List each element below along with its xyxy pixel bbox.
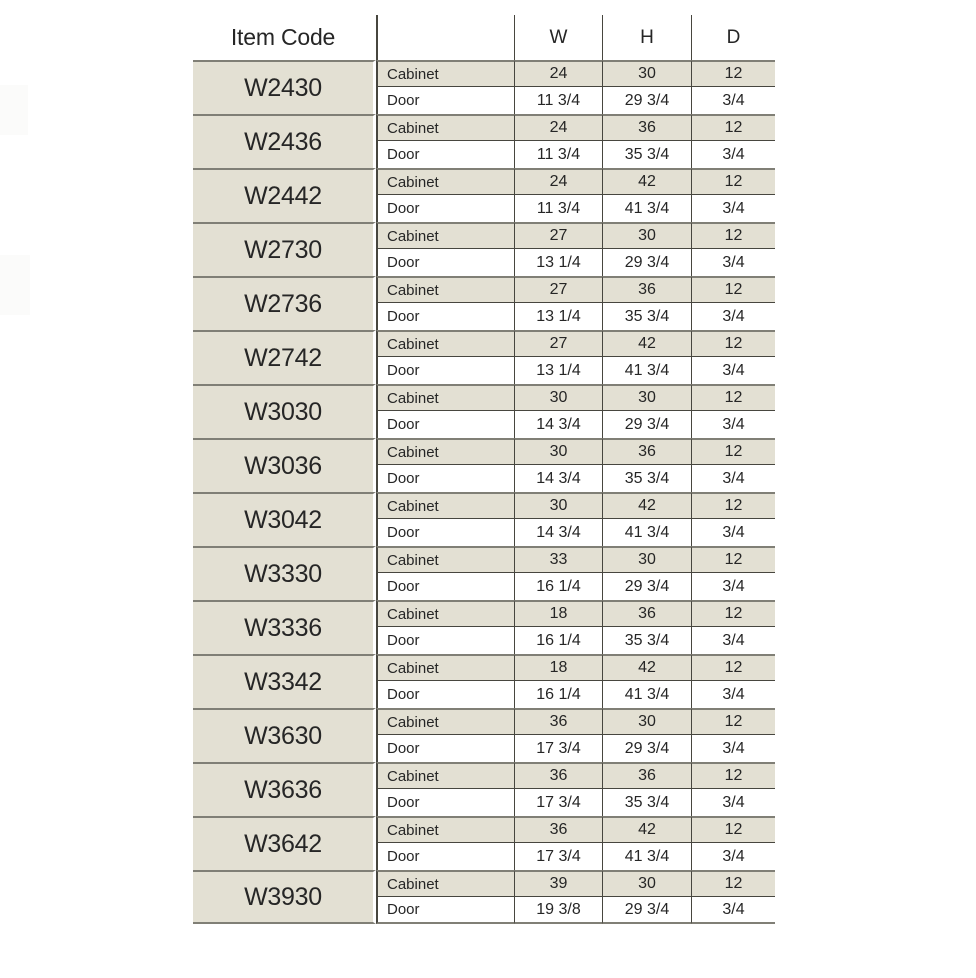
dimension-value: 29 3/4 xyxy=(602,411,691,438)
dimension-value: 12 xyxy=(691,114,775,141)
dimension-value: 27 xyxy=(514,276,602,303)
dimension-value: 3/4 xyxy=(691,735,775,762)
dimension-value: 36 xyxy=(602,276,691,303)
dimension-value: 35 3/4 xyxy=(602,141,691,168)
dimension-value: 24 xyxy=(514,168,602,195)
row-type-label: Cabinet xyxy=(376,492,514,519)
dimension-value: 12 xyxy=(691,708,775,735)
dimension-value: 3/4 xyxy=(691,519,775,546)
cabinet-row xyxy=(193,276,775,303)
row-type-label: Cabinet xyxy=(376,438,514,465)
dimension-value: 3/4 xyxy=(691,411,775,438)
dimension-value: 14 3/4 xyxy=(514,411,602,438)
dimension-value: 30 xyxy=(514,384,602,411)
row-type-label: Cabinet xyxy=(376,870,514,897)
dimension-value: 24 xyxy=(514,60,602,87)
header-height: H xyxy=(602,15,691,60)
dimension-value: 12 xyxy=(691,168,775,195)
dimension-value: 16 1/4 xyxy=(514,627,602,654)
dimension-value: 3/4 xyxy=(691,465,775,492)
item-code-cell: W2742 xyxy=(193,330,376,384)
row-type-label: Cabinet xyxy=(376,600,514,627)
cabinet-row xyxy=(193,438,775,465)
cabinet-row xyxy=(193,816,775,843)
row-type-label: Door xyxy=(376,141,514,168)
dimension-value: 12 xyxy=(691,492,775,519)
dimension-value: 17 3/4 xyxy=(514,735,602,762)
item-code-cell: W3930 xyxy=(193,870,376,924)
row-type-label: Door xyxy=(376,465,514,492)
cabinet-spec-table xyxy=(193,15,775,924)
dimension-value: 14 3/4 xyxy=(514,465,602,492)
dimension-value: 29 3/4 xyxy=(602,897,691,924)
dimension-value: 30 xyxy=(602,870,691,897)
dimension-value: 36 xyxy=(514,708,602,735)
cabinet-row xyxy=(193,762,775,789)
dimension-value: 12 xyxy=(691,438,775,465)
dimension-value: 36 xyxy=(514,762,602,789)
dimension-value: 42 xyxy=(602,330,691,357)
dimension-value: 3/4 xyxy=(691,249,775,276)
dimension-value: 35 3/4 xyxy=(602,303,691,330)
dimension-value: 17 3/4 xyxy=(514,843,602,870)
header-width: W xyxy=(514,15,602,60)
dimension-value: 13 1/4 xyxy=(514,303,602,330)
dimension-value: 14 3/4 xyxy=(514,519,602,546)
item-code-cell: W3030 xyxy=(193,384,376,438)
scan-artifact xyxy=(0,85,28,135)
dimension-value: 3/4 xyxy=(691,627,775,654)
dimension-value: 3/4 xyxy=(691,897,775,924)
dimension-value: 27 xyxy=(514,222,602,249)
dimension-value: 29 3/4 xyxy=(602,249,691,276)
dimension-value: 12 xyxy=(691,654,775,681)
cabinet-row xyxy=(193,384,775,411)
item-code-cell: W3642 xyxy=(193,816,376,870)
row-type-label: Door xyxy=(376,897,514,924)
item-code-cell: W3036 xyxy=(193,438,376,492)
item-code-cell: W2442 xyxy=(193,168,376,222)
dimension-value: 16 1/4 xyxy=(514,681,602,708)
cabinet-row xyxy=(193,114,775,141)
dimension-value: 19 3/8 xyxy=(514,897,602,924)
cabinet-row xyxy=(193,546,775,573)
dimension-value: 13 1/4 xyxy=(514,357,602,384)
row-type-label: Door xyxy=(376,411,514,438)
row-type-label: Door xyxy=(376,681,514,708)
dimension-value: 30 xyxy=(602,708,691,735)
item-code-cell: W3042 xyxy=(193,492,376,546)
row-type-label: Door xyxy=(376,789,514,816)
dimension-value: 3/4 xyxy=(691,303,775,330)
dimension-value: 42 xyxy=(602,168,691,195)
dimension-value: 11 3/4 xyxy=(514,87,602,114)
dimension-value: 13 1/4 xyxy=(514,249,602,276)
row-type-label: Cabinet xyxy=(376,330,514,357)
cabinet-row xyxy=(193,330,775,357)
cabinet-row xyxy=(193,60,775,87)
dimension-value: 35 3/4 xyxy=(602,465,691,492)
cabinet-row xyxy=(193,222,775,249)
dimension-value: 12 xyxy=(691,816,775,843)
row-type-label: Cabinet xyxy=(376,384,514,411)
dimension-value: 41 3/4 xyxy=(602,357,691,384)
row-type-label: Door xyxy=(376,573,514,600)
dimension-value: 3/4 xyxy=(691,843,775,870)
row-type-label: Cabinet xyxy=(376,276,514,303)
row-type-label: Cabinet xyxy=(376,708,514,735)
dimension-value: 12 xyxy=(691,330,775,357)
row-type-label: Cabinet xyxy=(376,168,514,195)
header-row xyxy=(193,15,775,60)
row-type-label: Door xyxy=(376,519,514,546)
dimension-value: 35 3/4 xyxy=(602,789,691,816)
dimension-value: 30 xyxy=(602,546,691,573)
dimension-value: 3/4 xyxy=(691,87,775,114)
dimension-value: 30 xyxy=(602,222,691,249)
dimension-value: 30 xyxy=(602,60,691,87)
dimension-value: 3/4 xyxy=(691,195,775,222)
header-type-spacer xyxy=(376,15,514,60)
item-code-cell: W2436 xyxy=(193,114,376,168)
dimension-value: 36 xyxy=(602,438,691,465)
dimension-value: 36 xyxy=(602,114,691,141)
dimension-value: 12 xyxy=(691,546,775,573)
item-code-cell: W2730 xyxy=(193,222,376,276)
dimension-value: 12 xyxy=(691,762,775,789)
cabinet-row xyxy=(193,600,775,627)
dimension-value: 30 xyxy=(602,384,691,411)
dimension-value: 30 xyxy=(514,492,602,519)
dimension-value: 35 3/4 xyxy=(602,627,691,654)
row-type-label: Door xyxy=(376,195,514,222)
dimension-value: 42 xyxy=(602,816,691,843)
item-code-cell: W2736 xyxy=(193,276,376,330)
dimension-value: 33 xyxy=(514,546,602,573)
dimension-value: 12 xyxy=(691,60,775,87)
dimension-value: 11 3/4 xyxy=(514,141,602,168)
row-type-label: Cabinet xyxy=(376,60,514,87)
dimension-value: 39 xyxy=(514,870,602,897)
dimension-value: 29 3/4 xyxy=(602,573,691,600)
row-type-label: Cabinet xyxy=(376,546,514,573)
cabinet-row xyxy=(193,870,775,897)
row-type-label: Door xyxy=(376,843,514,870)
dimension-value: 36 xyxy=(514,816,602,843)
item-code-cell: W3342 xyxy=(193,654,376,708)
cabinet-row xyxy=(193,654,775,681)
row-type-label: Cabinet xyxy=(376,762,514,789)
row-type-label: Door xyxy=(376,357,514,384)
dimension-value: 11 3/4 xyxy=(514,195,602,222)
cabinet-row xyxy=(193,168,775,195)
dimension-value: 30 xyxy=(514,438,602,465)
scan-artifact xyxy=(0,255,30,315)
dimension-value: 3/4 xyxy=(691,681,775,708)
dimension-value: 12 xyxy=(691,600,775,627)
row-type-label: Door xyxy=(376,249,514,276)
item-code-cell: W3630 xyxy=(193,708,376,762)
header-depth: D xyxy=(691,15,775,60)
dimension-value: 12 xyxy=(691,870,775,897)
item-code-cell: W2430 xyxy=(193,60,376,114)
row-type-label: Cabinet xyxy=(376,816,514,843)
row-type-label: Door xyxy=(376,627,514,654)
dimension-value: 41 3/4 xyxy=(602,195,691,222)
header-item-code: Item Code xyxy=(193,15,376,60)
dimension-value: 17 3/4 xyxy=(514,789,602,816)
item-code-cell: W3330 xyxy=(193,546,376,600)
dimension-value: 16 1/4 xyxy=(514,573,602,600)
row-type-label: Door xyxy=(376,735,514,762)
row-type-label: Door xyxy=(376,87,514,114)
dimension-value: 18 xyxy=(514,600,602,627)
dimension-value: 29 3/4 xyxy=(602,735,691,762)
row-type-label: Cabinet xyxy=(376,222,514,249)
cabinet-row xyxy=(193,492,775,519)
item-code-cell: W3336 xyxy=(193,600,376,654)
dimension-value: 41 3/4 xyxy=(602,843,691,870)
row-type-label: Cabinet xyxy=(376,654,514,681)
dimension-value: 18 xyxy=(514,654,602,681)
spec-table-body xyxy=(193,60,775,924)
dimension-value: 41 3/4 xyxy=(602,681,691,708)
row-type-label: Cabinet xyxy=(376,114,514,141)
dimension-value: 3/4 xyxy=(691,357,775,384)
row-type-label: Door xyxy=(376,303,514,330)
cabinet-row xyxy=(193,708,775,735)
dimension-value: 12 xyxy=(691,222,775,249)
dimension-value: 42 xyxy=(602,492,691,519)
dimension-value: 3/4 xyxy=(691,141,775,168)
dimension-value: 27 xyxy=(514,330,602,357)
dimension-value: 29 3/4 xyxy=(602,87,691,114)
dimension-value: 12 xyxy=(691,384,775,411)
dimension-value: 12 xyxy=(691,276,775,303)
dimension-value: 24 xyxy=(514,114,602,141)
dimension-value: 41 3/4 xyxy=(602,519,691,546)
dimension-value: 36 xyxy=(602,600,691,627)
item-code-cell: W3636 xyxy=(193,762,376,816)
dimension-value: 42 xyxy=(602,654,691,681)
dimension-value: 3/4 xyxy=(691,573,775,600)
dimension-value: 3/4 xyxy=(691,789,775,816)
dimension-value: 36 xyxy=(602,762,691,789)
